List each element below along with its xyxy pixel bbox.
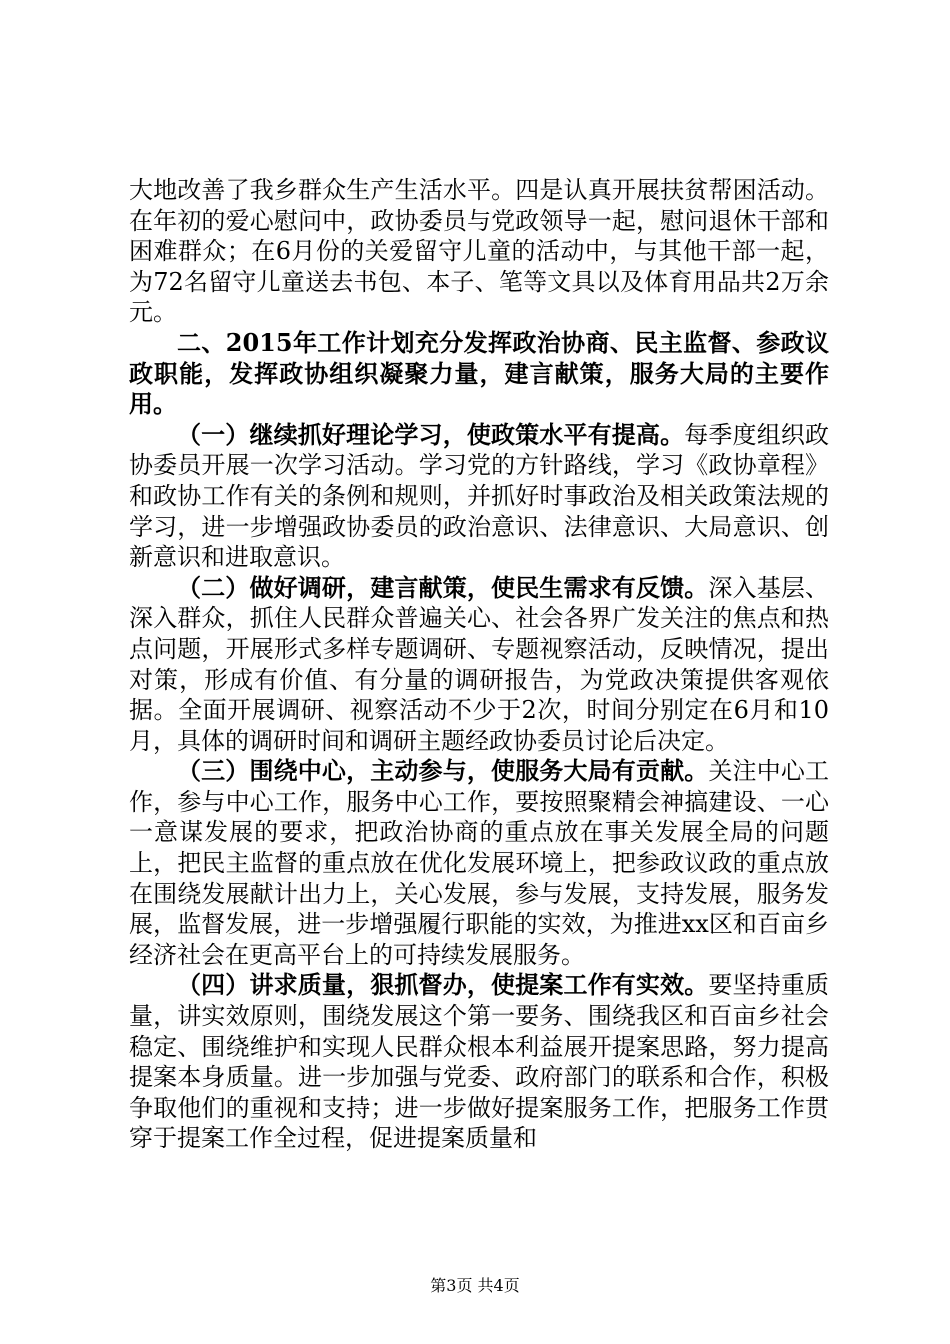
paragraph-text: 要坚持重质量，讲实效原则，围绕发展这个第一要务、围绕我区和百亩乡社会稳定、围绕维护和实现人民群众根本利益展开提案思路，努力提高提案本身质量。进一步加强与党委、政府部门的联系和合作，积极争取他们的重视和支持；进一步做好提案服务工作，把服务工作贯穿于提案工作全过程，促进提案质量和 (129, 971, 830, 1153)
paragraph-lead: （三）围绕中心，主动参与，使服务大局有贡献。 (177, 756, 709, 786)
paragraph-text: 深入基层、深入群众，抓住人民群众普遍关心、社会各界广发关注的焦点和热点问题，开展形式多样专题调研、专题视察活动，反映情况，提出对策，形成有价值、有分量的调研报告，为党政决策提供客观依据。全面开展调研、视察活动不少于2次，时间分别定在6月和10月，具体的调研时间和调研主题经政协委员讨论后决定。 (129, 573, 830, 755)
paragraph-text: 大地改善了我乡群众生产生活水平。四是认真开展扶贫帮困活动。在年初的爱心慰问中，政协委员与党政领导一起，慰问退休干部和困难群众；在6月份的关爱留守儿童的活动中，与其他干部一起，为72名留守儿童送去书包、本子、笔等文具以及体育用品共2万余元。 (129, 176, 829, 327)
heading-text: 二、2015年工作计划充分发挥政治协商、民主监督、参政议政职能，发挥政协组织凝聚力量，建言献策，服务大局的主要作用。 (129, 327, 829, 419)
paragraph-lead: （四）讲求质量，狠抓督办，使提案工作有实效。 (177, 970, 709, 1000)
paragraph-lead: （二）做好调研，建言献策，使民生需求有反馈。 (177, 572, 709, 602)
page-footer (0, 1273, 950, 1296)
paragraph-lead: （一）继续抓好理论学习，使政策水平有提高。 (177, 419, 685, 449)
paragraph-research (129, 573, 829, 757)
paragraph-text: 每季度组织政协委员开展一次学习活动。学习党的方针路线，学习《政协章程》和政协工作有关的条例和规则，并抓好时事政治及相关政策法规的学习，进一步增强政协委员的政治意识、法律意识、大局意识、创新意识和进取意识。 (129, 420, 830, 572)
document-body (129, 175, 829, 1154)
paragraph-text: 关注中心工作，参与中心工作，服务中心工作，要按照聚精会神搞建设、一心一意谋发展的要求，把政治协商的重点放在事关发展全局的问题上，把民主监督的重点放在优化发展环境上，把参政议政的重点放在围绕发展献计出力上，关心发展，参与发展，支持发展，服务发展，监督发展，进一步增强履行职能的实效，为推进xx区和百亩乡经济社会在更高平台上的可持续发展服务。 (129, 757, 830, 969)
paragraph-serve-center (129, 756, 829, 970)
paragraph-theory-study (129, 420, 829, 573)
section-heading-2015-plan (129, 328, 829, 420)
page-number: 第3页 共4页 (430, 1276, 520, 1295)
paragraph-proposal-quality (129, 970, 829, 1154)
paragraph-poverty-relief (129, 175, 829, 328)
